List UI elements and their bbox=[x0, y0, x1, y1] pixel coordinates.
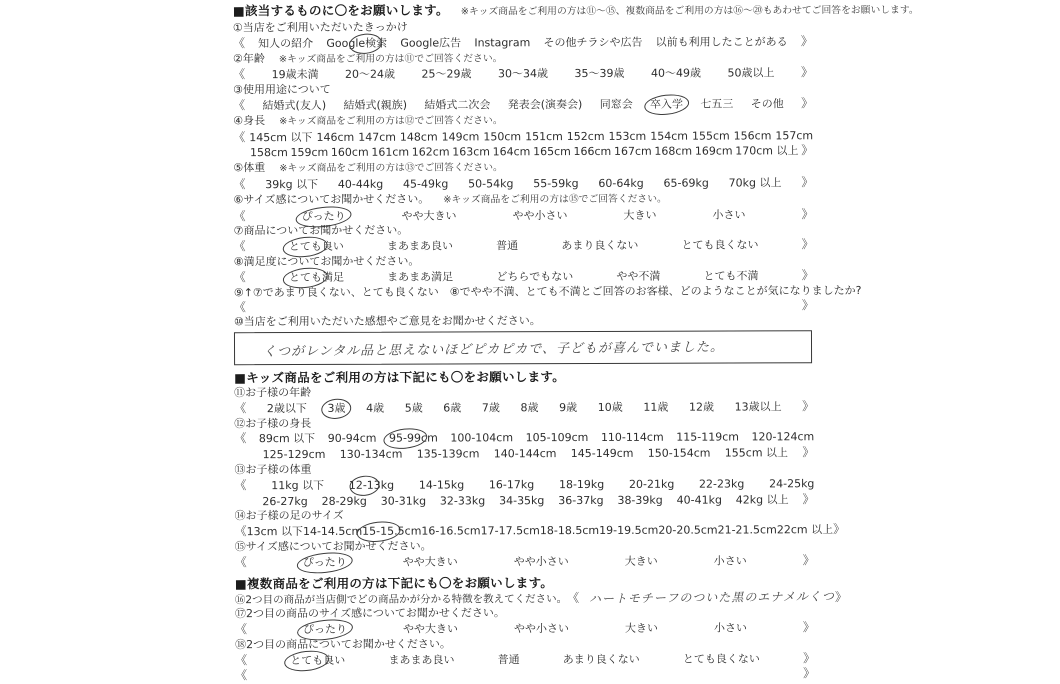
bracket-close: 》 bbox=[802, 299, 814, 314]
option: 14-15kg bbox=[419, 478, 464, 493]
option: 12歳 bbox=[689, 400, 714, 415]
option: 156cm bbox=[734, 129, 772, 144]
question-label-row bbox=[235, 636, 935, 653]
option: 105-109cm bbox=[526, 431, 589, 446]
option: やや大きい bbox=[402, 209, 457, 224]
option: 17-17.5cm bbox=[481, 524, 540, 539]
option: 32-33kg bbox=[440, 494, 485, 509]
option: 125-129cm bbox=[263, 448, 326, 463]
question-inline-answer-row bbox=[235, 590, 815, 608]
bracket-close: 》 bbox=[802, 492, 814, 507]
option: 40-41kg bbox=[677, 493, 722, 508]
option: 以前も利用したことがある bbox=[656, 35, 788, 50]
question-label-row bbox=[234, 283, 934, 300]
option: 6歳 bbox=[443, 401, 461, 416]
question-label: ⑱2つ目の商品についてお聞かせください。 bbox=[235, 637, 451, 653]
bracket-close: 》 bbox=[802, 237, 814, 252]
option-circled: とても良い bbox=[290, 654, 345, 669]
bracket-close: 》 bbox=[802, 445, 814, 460]
bracket-open: 《 bbox=[234, 209, 246, 224]
options-row bbox=[235, 651, 815, 669]
bracket-open: 《 bbox=[235, 524, 247, 539]
option: 146cm bbox=[316, 130, 354, 145]
option: 135-139cm bbox=[417, 447, 480, 462]
question-label: ⑬お子様の体重 bbox=[234, 463, 311, 478]
bracket-close: 》 bbox=[803, 620, 815, 635]
option: 11kg 以下 bbox=[271, 479, 324, 494]
option: その他チラシや広告 bbox=[543, 36, 642, 51]
option-circled: 卒入学 bbox=[650, 98, 683, 113]
bracket-close: 》 bbox=[803, 667, 815, 682]
question bbox=[234, 283, 934, 315]
question bbox=[233, 19, 933, 52]
options-row bbox=[233, 128, 813, 146]
option-circled: 15-15.5cm bbox=[362, 525, 421, 540]
option: 152cm bbox=[567, 130, 605, 145]
option-circled: ぴったり bbox=[302, 209, 346, 224]
bracket-close: 》 bbox=[801, 144, 813, 159]
bracket-open: 《 bbox=[233, 98, 245, 113]
option: 50歳以上 bbox=[727, 67, 774, 82]
option: 30～34歳 bbox=[498, 68, 548, 83]
question bbox=[235, 605, 935, 638]
option: 145-149cm bbox=[571, 447, 634, 462]
option: 163cm bbox=[452, 146, 490, 161]
survey-sheet bbox=[233, 1, 935, 684]
option: 七五三 bbox=[700, 97, 733, 112]
option: 70kg 以上 bbox=[729, 176, 782, 191]
question-label-row bbox=[233, 112, 933, 130]
option-circled: 3歳 bbox=[327, 402, 345, 417]
circle-mark: 15-15 bbox=[362, 525, 394, 540]
question-label-row bbox=[233, 19, 933, 36]
option: 8歳 bbox=[520, 401, 538, 416]
options-row bbox=[233, 34, 813, 52]
option: 40-44kg bbox=[338, 178, 383, 193]
option: 16-16.5cm bbox=[421, 524, 480, 539]
option: やや大きい bbox=[403, 555, 458, 570]
bracket-open: 《 bbox=[234, 432, 246, 447]
question bbox=[234, 384, 934, 417]
section-title: ■キッズ商品をご利用の方は下記にも〇をお願いします。 bbox=[234, 369, 565, 386]
question-note: ※キッズ商品をご利用の方は⑬でご回答ください。 bbox=[279, 161, 503, 177]
option: 165cm bbox=[533, 145, 571, 160]
option: 発表会(演奏会) bbox=[508, 98, 583, 113]
survey-section bbox=[233, 1, 934, 365]
option: 18-19kg bbox=[559, 478, 604, 493]
circle-mark: 2-1 bbox=[356, 478, 374, 493]
option: とても良くない bbox=[681, 239, 758, 254]
bracket-open: 《 bbox=[234, 401, 246, 416]
option: 140-144cm bbox=[494, 447, 557, 462]
option: 小さい bbox=[714, 554, 747, 569]
option-circled: Google検索 bbox=[326, 36, 387, 51]
option: 166cm bbox=[573, 145, 611, 160]
option: 19-19.5cm bbox=[599, 524, 658, 539]
option: 159cm bbox=[290, 146, 328, 161]
question bbox=[235, 507, 935, 540]
option: 120-124cm bbox=[751, 431, 814, 446]
options-row bbox=[235, 553, 815, 571]
circle-mark: 95-99 bbox=[389, 432, 421, 447]
circle-mark: とても bbox=[289, 240, 322, 255]
option: 151cm bbox=[525, 130, 563, 145]
option: 4歳 bbox=[366, 401, 384, 416]
question-label-row bbox=[233, 159, 933, 177]
question bbox=[234, 253, 934, 286]
section-header bbox=[233, 1, 933, 21]
option: 147cm bbox=[358, 130, 396, 145]
option: まあまあ良い bbox=[387, 240, 453, 255]
bracket-open: 《 bbox=[234, 478, 246, 493]
bracket-open: 《 bbox=[567, 591, 579, 606]
question bbox=[234, 414, 934, 463]
option: 結婚式(友人) bbox=[263, 99, 327, 114]
option: やや不満 bbox=[616, 269, 660, 284]
circle-mark: とても bbox=[289, 271, 322, 286]
option: 36-37kg bbox=[558, 493, 603, 508]
options-row bbox=[235, 620, 815, 638]
option-circled: とても良い bbox=[289, 240, 344, 255]
question-label-row bbox=[233, 81, 933, 98]
option: 21-21.5cm bbox=[718, 523, 777, 538]
option-circled: 12-13kg bbox=[349, 478, 394, 493]
option: 150-154cm bbox=[648, 447, 711, 462]
options-row bbox=[233, 96, 813, 114]
option-circled: 95-99cm bbox=[389, 432, 438, 447]
question bbox=[233, 49, 933, 83]
options-row bbox=[234, 237, 814, 255]
option: 9歳 bbox=[559, 401, 577, 416]
question-note: ※キッズ商品をご利用の方は⑮でご回答ください。 bbox=[443, 192, 667, 208]
question bbox=[234, 222, 934, 255]
option: 10歳 bbox=[598, 401, 623, 416]
bracket-open: 《 bbox=[233, 68, 245, 83]
question-label: ⑧満足度についてお聞かせください。 bbox=[234, 255, 420, 270]
option: 39kg 以下 bbox=[265, 178, 318, 193]
question bbox=[235, 538, 935, 571]
option: 28-29kg bbox=[322, 494, 367, 509]
option: とても不満 bbox=[704, 269, 759, 284]
option-circled: ぴったり bbox=[303, 623, 347, 638]
options-row bbox=[234, 207, 814, 225]
option: 同窓会 bbox=[600, 98, 633, 113]
question bbox=[234, 461, 934, 510]
option: 13cm 以下 bbox=[247, 525, 303, 540]
options-row bbox=[234, 430, 814, 448]
option: まあまあ良い bbox=[388, 653, 454, 668]
option: 115-119cm bbox=[676, 431, 739, 446]
question-label: ②年齢 bbox=[233, 52, 265, 67]
question-note: ※キッズ商品をご利用の方は⑪でご回答ください。 bbox=[279, 52, 503, 68]
option: 45-49kg bbox=[403, 177, 448, 192]
option: 13歳以上 bbox=[735, 400, 782, 415]
option: 40～49歳 bbox=[651, 67, 701, 82]
option: あまり良くない bbox=[563, 652, 640, 667]
section-title: ■該当するものに〇をお願いします。 bbox=[233, 2, 449, 19]
question-label: ⑮サイズ感についてお聞かせください。 bbox=[235, 539, 432, 554]
option: 16-17kg bbox=[489, 478, 534, 493]
options-row bbox=[234, 476, 814, 494]
option: やや小さい bbox=[513, 209, 568, 224]
option: 167cm bbox=[614, 145, 652, 160]
option: 結婚式(親族) bbox=[343, 99, 407, 114]
option: 20-20.5cm bbox=[658, 524, 717, 539]
section-note: ※キッズ商品をご利用の方は⑪～⑮、複数商品をご利用の方は⑯～⑳もあわせてご回答をお願いします。 bbox=[461, 3, 919, 21]
option: 162cm bbox=[412, 146, 450, 161]
option: 150cm bbox=[483, 130, 521, 145]
option: やや大きい bbox=[403, 623, 458, 638]
bracket-open: 《 bbox=[234, 301, 246, 316]
free-answer-row bbox=[235, 667, 815, 684]
option: 158cm bbox=[250, 146, 288, 161]
option: 34-35kg bbox=[499, 494, 544, 509]
option: 65-69kg bbox=[664, 177, 709, 192]
option: 普通 bbox=[496, 239, 518, 254]
option: 22-23kg bbox=[699, 477, 744, 492]
option-circled: とても満足 bbox=[289, 271, 344, 286]
question bbox=[233, 112, 933, 162]
bracket-close: 》 bbox=[801, 34, 813, 49]
option: 154cm bbox=[650, 129, 688, 144]
option: 148cm bbox=[400, 130, 438, 145]
bracket-close: 》 bbox=[803, 553, 815, 568]
bracket-close: 》 bbox=[803, 651, 815, 666]
bracket-open: 《 bbox=[233, 36, 245, 51]
circle-mark: le検 bbox=[355, 37, 376, 52]
question-label: ①当店をご利用いただいたきっかけ bbox=[233, 21, 408, 36]
option: 35～39歳 bbox=[574, 67, 624, 82]
option: 60-64kg bbox=[598, 177, 643, 192]
option: 155cm bbox=[692, 129, 730, 144]
question-label-row bbox=[235, 507, 935, 524]
option: 大きい bbox=[625, 554, 658, 569]
option: 大きい bbox=[625, 622, 658, 637]
option: どちらでもない bbox=[496, 270, 573, 285]
option: 170cm 以上 bbox=[735, 145, 798, 160]
question bbox=[233, 159, 933, 193]
bracket-close: 》 bbox=[802, 399, 814, 414]
option-circled: ぴったり bbox=[303, 556, 347, 571]
handwritten-comment: くつがレンタル品と思えないほどピカピカで、子どもが喜んでいました。 bbox=[263, 336, 724, 360]
options-row bbox=[235, 522, 815, 540]
question-label: ⑦商品についてお聞かせください。 bbox=[234, 224, 409, 239]
option: Google広告 bbox=[400, 36, 461, 51]
question-label: ⑭お子様の足のサイズ bbox=[235, 509, 344, 524]
question-label: ⑩当店をご利用いただいた感想やご意見をお聞かせください。 bbox=[234, 314, 541, 330]
bracket-open: 《 bbox=[233, 130, 245, 145]
option: 20～24歳 bbox=[345, 68, 395, 83]
option: 7歳 bbox=[482, 401, 500, 416]
question-label-row bbox=[234, 461, 934, 478]
question bbox=[235, 666, 935, 683]
option: あまり良くない bbox=[561, 239, 638, 254]
option: 50-54kg bbox=[468, 177, 513, 192]
bracket-open: 《 bbox=[235, 653, 247, 668]
question-label: ④身長 bbox=[233, 114, 265, 129]
question-label: ⑥サイズ感についてお聞かせください。 bbox=[233, 192, 429, 207]
question-label: ③使用用途について bbox=[233, 83, 331, 98]
option: 大きい bbox=[623, 208, 656, 223]
option: 14-14.5cm bbox=[303, 525, 362, 540]
option: 2歳以下 bbox=[267, 402, 307, 417]
section-title: ■複数商品をご利用の方は下記にも〇をお願いします。 bbox=[235, 575, 553, 592]
question bbox=[235, 636, 935, 669]
option: やや小さい bbox=[514, 555, 569, 570]
option: 130-134cm bbox=[340, 448, 403, 463]
option: 90-94cm bbox=[328, 432, 377, 447]
question bbox=[233, 81, 933, 114]
option: 161cm bbox=[371, 146, 409, 161]
question bbox=[233, 191, 933, 225]
option: 89cm 以下 bbox=[259, 432, 315, 447]
option: 普通 bbox=[498, 653, 520, 668]
bracket-close: 》 bbox=[835, 590, 847, 605]
option: 結婚式二次会 bbox=[424, 98, 490, 113]
option: 110-114cm bbox=[601, 431, 664, 446]
option: 20-21kg bbox=[629, 477, 674, 492]
option: 30-31kg bbox=[381, 494, 426, 509]
bracket-open: 《 bbox=[235, 555, 247, 570]
bracket-close: 》 bbox=[801, 66, 813, 81]
handwritten-answer: ハートモチーフのついた黒のエナメルくつ bbox=[589, 589, 835, 606]
question-label: ⑯2つ目の商品が当店側でどの商品かが分かる特徴を教えてください。 bbox=[235, 592, 567, 608]
option: 42kg 以上 bbox=[736, 493, 789, 508]
option: 22cm 以上 bbox=[777, 523, 833, 538]
option: 5歳 bbox=[405, 401, 423, 416]
option: 18-18.5cm bbox=[540, 524, 599, 539]
option: 149cm bbox=[442, 130, 480, 145]
option: 168cm bbox=[654, 145, 692, 160]
option: 164cm bbox=[493, 146, 531, 161]
survey-section bbox=[234, 368, 935, 571]
option: 11歳 bbox=[643, 400, 668, 415]
option: 155cm 以上 bbox=[725, 446, 788, 461]
option: 153cm bbox=[608, 129, 646, 144]
option: 24-25kg bbox=[769, 477, 814, 492]
option: 38-39kg bbox=[617, 493, 662, 508]
bracket-close: 》 bbox=[801, 207, 813, 222]
bracket-open: 《 bbox=[234, 239, 246, 254]
bracket-close: 》 bbox=[801, 96, 813, 111]
survey-section bbox=[235, 573, 935, 683]
option: Instagram bbox=[474, 36, 530, 51]
bracket-open: 《 bbox=[233, 177, 245, 192]
option: 145cm 以下 bbox=[249, 131, 312, 146]
question-label-row bbox=[234, 313, 934, 330]
option: やや小さい bbox=[514, 622, 569, 637]
option: 小さい bbox=[714, 622, 747, 637]
option: 小さい bbox=[712, 208, 745, 223]
question-label: ⑰2つ目の商品のサイズ感についてお聞かせください。 bbox=[235, 607, 505, 623]
question-label-row bbox=[233, 49, 933, 67]
option: 100-104cm bbox=[450, 432, 513, 447]
question-label: ⑤体重 bbox=[233, 161, 265, 176]
question-label: ⑨↑⑦であまり良くない、とても良くない ⑧でやや不満、とても不満とご回答のお客様、どのようなことが気になりましたか? bbox=[234, 284, 862, 301]
option: 160cm bbox=[331, 146, 369, 161]
option: 19歳未満 bbox=[272, 68, 319, 83]
circle-mark: とても bbox=[290, 654, 323, 669]
bracket-close: 》 bbox=[833, 522, 845, 537]
option: 169cm bbox=[695, 145, 733, 160]
option: まあまあ満足 bbox=[387, 270, 453, 285]
bracket-close: 》 bbox=[801, 175, 813, 190]
option: 55-59kg bbox=[533, 177, 578, 192]
question-label-row bbox=[234, 253, 934, 270]
question-label: ⑫お子様の身長 bbox=[234, 416, 311, 431]
option: 157cm bbox=[775, 129, 813, 144]
question-label-row bbox=[234, 222, 934, 239]
options-row bbox=[234, 445, 814, 463]
option: とても良くない bbox=[683, 652, 760, 667]
option: 知人の紹介 bbox=[258, 37, 313, 52]
bracket-close: 》 bbox=[802, 268, 814, 283]
bracket-open: 《 bbox=[235, 669, 247, 684]
bracket-open: 《 bbox=[234, 270, 246, 285]
bracket-open: 《 bbox=[235, 622, 247, 637]
comment-box bbox=[234, 330, 812, 365]
question bbox=[234, 313, 934, 365]
option: その他 bbox=[751, 97, 784, 112]
option: 26-27kg bbox=[262, 494, 307, 509]
question-label: ⑪お子様の年齢 bbox=[234, 386, 311, 401]
question-note: ※キッズ商品をご利用の方は⑫でご回答ください。 bbox=[279, 114, 503, 130]
option: 25～29歳 bbox=[422, 68, 472, 83]
options-row bbox=[233, 144, 813, 162]
